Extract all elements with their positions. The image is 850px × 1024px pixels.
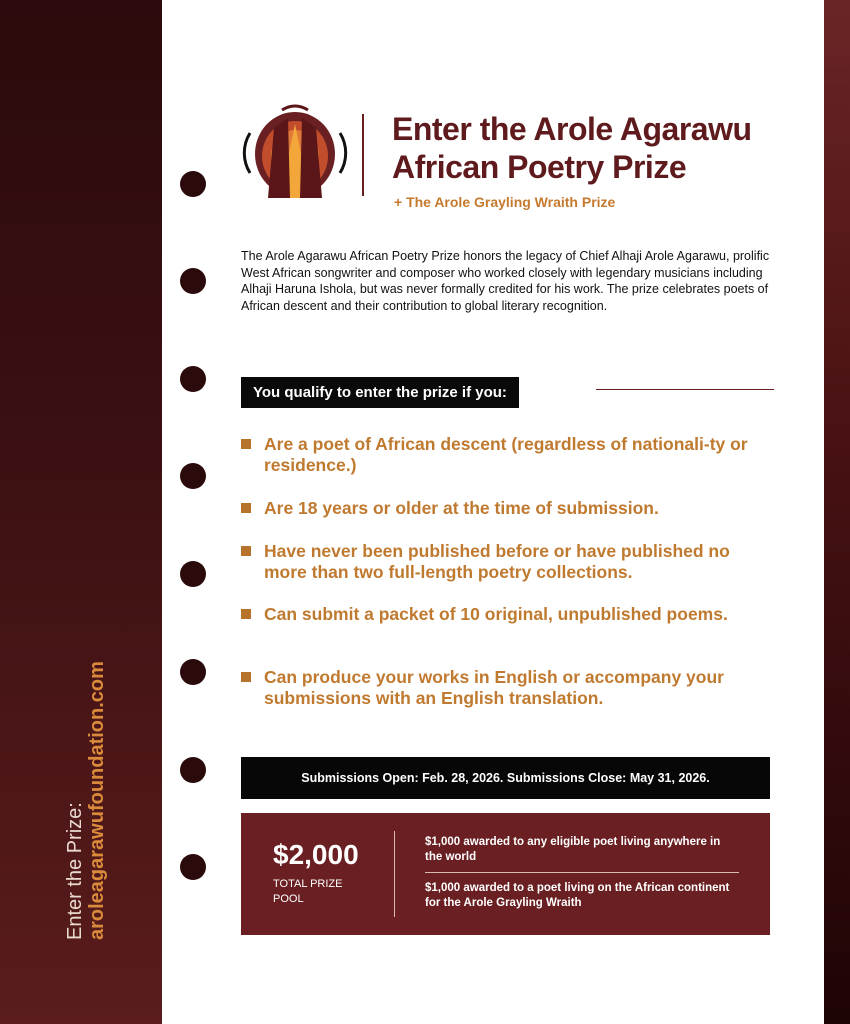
list-item [241,434,771,476]
award-africa: $1,000 awarded to a poet living on the African continent for the Arole Grayling Wraith [425,882,730,909]
sidebar-promo [64,661,108,940]
bullet-square [241,503,251,513]
prize-box [241,813,770,935]
list-item [241,604,771,625]
award-divider [425,872,739,873]
list-item [241,667,771,709]
prize-amount: $2,000 [273,839,359,870]
binder-hole [180,366,206,392]
sidebar-label: Enter the Prize: [64,802,86,940]
submission-dates: Submissions Open: Feb. 28, 2026. Submissions Close: May 31, 2026. [241,757,770,799]
binder-hole [180,171,206,197]
binder-hole [180,268,206,294]
sidebar-url[interactable]: aroleagarawufoundation.com [86,661,108,940]
qualify-heading: You qualify to enter the prize if you: [241,377,519,408]
binder-hole [180,463,206,489]
award-global: $1,000 awarded to any eligible poet living anywhere in the world [425,836,721,863]
bullet-square [241,439,251,449]
heading-rule [596,389,774,390]
title-line-2: African Poetry Prize [392,149,687,185]
list-item-text: Can produce your works in English or accompany your submissions with an English translation. [264,667,724,708]
drum-logo-icon [240,98,350,208]
list-item-text: Have never been published before or have published no more than two full-length poetry collections. [264,541,730,582]
list-item [241,541,771,583]
list-item-text: Can submit a packet of 10 original, unpublished poems. [264,604,728,624]
title-line-1: Enter the Arole Agarawu [392,111,752,147]
header-divider [362,114,364,196]
binder-hole [180,561,206,587]
prize-pool-label: TOTAL PRIZE POOL [273,878,343,905]
right-band [824,0,850,1024]
bullet-square [241,609,251,619]
list-item-text: Are a poet of African descent (regardless of nationali-ty or residence.) [264,434,748,475]
binder-hole [180,757,206,783]
page-title [392,110,812,186]
prize-divider [394,831,395,917]
binder-hole [180,659,206,685]
bullet-square [241,672,251,682]
subtitle: + The Arole Grayling Wraith Prize [394,194,616,210]
list-item-text: Are 18 years or older at the time of submission. [264,498,659,518]
binder-hole [180,854,206,880]
intro-paragraph: The Arole Agarawu African Poetry Prize honors the legacy of Chief Alhaji Arole Agarawu, prolific West African songwriter and composer who worked closely with legendary musicians including Alhaji Haruna Ishola, but was never formally credited for his work. The prize celebrates poets of African descent and their contribution to global literary recognition. [241,249,770,313]
bullet-square [241,546,251,556]
list-item [241,498,771,519]
